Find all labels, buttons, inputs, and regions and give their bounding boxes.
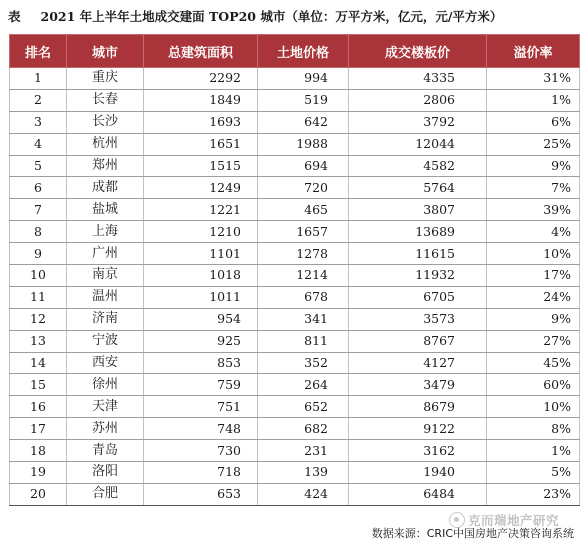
cell-land-price: 231	[258, 440, 349, 462]
table-header-row	[10, 35, 580, 68]
cell-premium-rate: 25%	[487, 133, 580, 155]
cell-floor-price: 9122	[349, 418, 487, 440]
cell-premium-rate: 39%	[487, 199, 580, 221]
cell-land-price: 341	[258, 308, 349, 330]
cell-total-floor-area: 1651	[144, 133, 258, 155]
cell-premium-rate: 10%	[487, 243, 580, 265]
cell-total-floor-area: 2292	[144, 68, 258, 90]
column-header-rank: 排名	[10, 35, 67, 68]
cell-land-price: 264	[258, 374, 349, 396]
cell-premium-rate: 10%	[487, 396, 580, 418]
cell-city: 宁波	[67, 330, 144, 352]
table-row	[10, 440, 580, 462]
cell-rank: 6	[10, 177, 67, 199]
cell-floor-price: 2806	[349, 89, 487, 111]
table-row	[10, 243, 580, 265]
cell-floor-price: 3573	[349, 308, 487, 330]
cell-total-floor-area: 1210	[144, 221, 258, 243]
cell-rank: 4	[10, 133, 67, 155]
table-row	[10, 199, 580, 221]
cell-land-price: 1988	[258, 133, 349, 155]
cell-premium-rate: 1%	[487, 440, 580, 462]
watermark-text: 克而瑞地产研究	[468, 513, 560, 528]
data-table	[9, 34, 580, 506]
cell-floor-price: 8679	[349, 396, 487, 418]
table-row	[10, 133, 580, 155]
cell-premium-rate: 27%	[487, 330, 580, 352]
cell-rank: 9	[10, 243, 67, 265]
cell-rank: 7	[10, 199, 67, 221]
cell-city: 广州	[67, 243, 144, 265]
cell-floor-price: 3162	[349, 440, 487, 462]
cell-land-price: 1214	[258, 265, 349, 287]
cell-rank: 14	[10, 352, 67, 374]
cell-land-price: 424	[258, 483, 349, 505]
cell-premium-rate: 24%	[487, 286, 580, 308]
table-row	[10, 177, 580, 199]
cell-floor-price: 11615	[349, 243, 487, 265]
cell-floor-price: 8767	[349, 330, 487, 352]
cell-city: 青岛	[67, 440, 144, 462]
cell-city: 天津	[67, 396, 144, 418]
cell-total-floor-area: 1101	[144, 243, 258, 265]
table-row	[10, 308, 580, 330]
cell-total-floor-area: 1018	[144, 265, 258, 287]
table-row	[10, 330, 580, 352]
cell-premium-rate: 60%	[487, 374, 580, 396]
table-row	[10, 396, 580, 418]
cell-total-floor-area: 925	[144, 330, 258, 352]
cell-rank: 5	[10, 155, 67, 177]
cell-premium-rate: 1%	[487, 89, 580, 111]
cell-premium-rate: 8%	[487, 418, 580, 440]
cell-total-floor-area: 1849	[144, 89, 258, 111]
cell-premium-rate: 23%	[487, 483, 580, 505]
cell-rank: 20	[10, 483, 67, 505]
cell-total-floor-area: 1249	[144, 177, 258, 199]
cell-city: 长春	[67, 89, 144, 111]
cell-land-price: 139	[258, 462, 349, 484]
cell-city: 成都	[67, 177, 144, 199]
cell-floor-price: 1940	[349, 462, 487, 484]
cell-city: 南京	[67, 265, 144, 287]
cell-rank: 18	[10, 440, 67, 462]
cell-total-floor-area: 1693	[144, 111, 258, 133]
caption-title: 2021 年上半年土地成交建面 TOP20 城市（单位：万平方米，亿元，元/平方米）	[40, 9, 503, 24]
table-row	[10, 221, 580, 243]
cell-total-floor-area: 954	[144, 308, 258, 330]
table-row	[10, 418, 580, 440]
cell-land-price: 678	[258, 286, 349, 308]
cell-floor-price: 11932	[349, 265, 487, 287]
table-container	[9, 34, 579, 506]
column-header-premium-rate: 溢价率	[487, 35, 580, 68]
cell-rank: 19	[10, 462, 67, 484]
cell-floor-price: 3807	[349, 199, 487, 221]
cell-total-floor-area: 748	[144, 418, 258, 440]
cell-premium-rate: 45%	[487, 352, 580, 374]
cell-total-floor-area: 718	[144, 462, 258, 484]
cell-city: 济南	[67, 308, 144, 330]
cell-total-floor-area: 730	[144, 440, 258, 462]
cell-city: 苏州	[67, 418, 144, 440]
cell-land-price: 1657	[258, 221, 349, 243]
cell-total-floor-area: 1011	[144, 286, 258, 308]
cell-floor-price: 13689	[349, 221, 487, 243]
table-row	[10, 155, 580, 177]
cell-rank: 3	[10, 111, 67, 133]
cell-floor-price: 4127	[349, 352, 487, 374]
cell-rank: 17	[10, 418, 67, 440]
cell-city: 洛阳	[67, 462, 144, 484]
cell-premium-rate: 9%	[487, 308, 580, 330]
cell-total-floor-area: 853	[144, 352, 258, 374]
cell-city: 温州	[67, 286, 144, 308]
cell-premium-rate: 9%	[487, 155, 580, 177]
table-row	[10, 111, 580, 133]
cell-rank: 10	[10, 265, 67, 287]
cell-land-price: 811	[258, 330, 349, 352]
column-header-land-price: 土地价格	[258, 35, 349, 68]
table-row	[10, 89, 580, 111]
cell-total-floor-area: 1515	[144, 155, 258, 177]
cell-total-floor-area: 653	[144, 483, 258, 505]
caption-label: 表	[8, 9, 21, 24]
cell-total-floor-area: 759	[144, 374, 258, 396]
table-row	[10, 352, 580, 374]
cell-city: 郑州	[67, 155, 144, 177]
cell-premium-rate: 31%	[487, 68, 580, 90]
table-body	[10, 68, 580, 506]
cell-city: 盐城	[67, 199, 144, 221]
cell-rank: 8	[10, 221, 67, 243]
cell-land-price: 519	[258, 89, 349, 111]
cell-land-price: 652	[258, 396, 349, 418]
cell-city: 杭州	[67, 133, 144, 155]
cell-floor-price: 4335	[349, 68, 487, 90]
column-header-total-floor-area: 总建筑面积	[144, 35, 258, 68]
cell-floor-price: 6705	[349, 286, 487, 308]
cell-rank: 13	[10, 330, 67, 352]
table-row	[10, 374, 580, 396]
cell-rank: 11	[10, 286, 67, 308]
cell-city: 合肥	[67, 483, 144, 505]
cell-total-floor-area: 1221	[144, 199, 258, 221]
cell-city: 重庆	[67, 68, 144, 90]
cell-premium-rate: 4%	[487, 221, 580, 243]
cell-premium-rate: 7%	[487, 177, 580, 199]
cell-land-price: 720	[258, 177, 349, 199]
cell-city: 长沙	[67, 111, 144, 133]
cell-land-price: 642	[258, 111, 349, 133]
cell-rank: 12	[10, 308, 67, 330]
column-header-floor-price: 成交楼板价	[349, 35, 487, 68]
cell-floor-price: 4582	[349, 155, 487, 177]
cell-premium-rate: 6%	[487, 111, 580, 133]
table-caption	[8, 6, 580, 28]
cell-floor-price: 12044	[349, 133, 487, 155]
cell-rank: 16	[10, 396, 67, 418]
cell-total-floor-area: 751	[144, 396, 258, 418]
cell-premium-rate: 5%	[487, 462, 580, 484]
cell-land-price: 994	[258, 68, 349, 90]
cell-floor-price: 3792	[349, 111, 487, 133]
cell-floor-price: 5764	[349, 177, 487, 199]
column-header-city: 城市	[67, 35, 144, 68]
cell-floor-price: 3479	[349, 374, 487, 396]
cell-city: 西安	[67, 352, 144, 374]
cell-land-price: 694	[258, 155, 349, 177]
cell-land-price: 352	[258, 352, 349, 374]
cell-premium-rate: 17%	[487, 265, 580, 287]
table-row	[10, 483, 580, 505]
cell-rank: 15	[10, 374, 67, 396]
source-note: 数据来源：CRIC中国房地产决策咨询系统	[371, 527, 574, 540]
cell-rank: 1	[10, 68, 67, 90]
cell-city: 徐州	[67, 374, 144, 396]
cell-floor-price: 6484	[349, 483, 487, 505]
table-row	[10, 68, 580, 90]
cell-land-price: 465	[258, 199, 349, 221]
table-row	[10, 286, 580, 308]
table-row	[10, 265, 580, 287]
cell-land-price: 682	[258, 418, 349, 440]
table-row	[10, 462, 580, 484]
cell-city: 上海	[67, 221, 144, 243]
cell-land-price: 1278	[258, 243, 349, 265]
cell-rank: 2	[10, 89, 67, 111]
